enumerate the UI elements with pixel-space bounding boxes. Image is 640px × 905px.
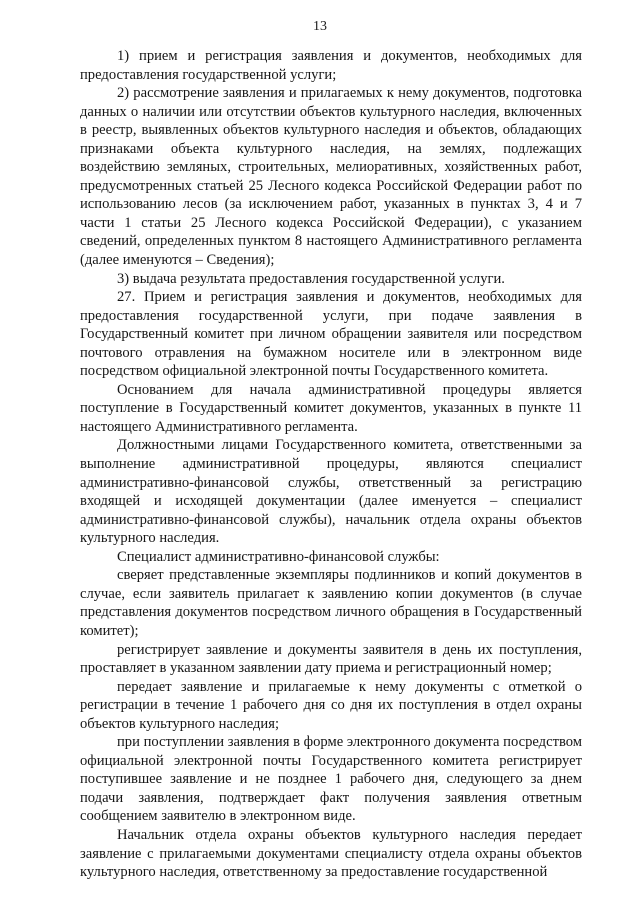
paragraph-verifies-copies: сверяет представленные экземпляры подлинников и копий документов в случае, если заявитель прилагает к заявлению копии документов (в случае представления документов посредством личного обращения в Государственный комитет);: [80, 567, 582, 639]
document-body: [80, 47, 582, 882]
paragraph-item-3: 3) выдача результата предоставления государственной услуги.: [117, 270, 505, 287]
paragraph-specialist-heading: Специалист административно-финансовой службы:: [117, 548, 440, 565]
paragraph-head-of-department: Начальник отдела охраны объектов культурного наследия передает заявление с прилагаемыми документами специалисту отдела охраны объектов культурного наследия, ответственному за предоставление государственной: [80, 826, 582, 881]
page-number: 13: [313, 19, 327, 34]
paragraph-transfers: передает заявление и прилагаемые к нему документы с отметкой о регистрации в течение 1 рабочего дня со дня их поступления в отдел охраны объектов культурного наследия;: [80, 678, 582, 732]
paragraph-basis: Основанием для начала административной процедуры является поступление в Государственный комитет документов, указанных в пункте 11 настоящего Административного регламента.: [80, 381, 582, 435]
paragraph-electronic-receipt: при поступлении заявления в форме электронного документа посредством официальной электронной почты Государственного комитета регистрирует поступившее заявление и не позднее 1 рабочего дня, следующего за днем подачи заявления, подтверждает факт получения заявления ответным сообщением заявителю в электронном виде.: [80, 734, 582, 825]
paragraph-responsible-officials: Должностными лицами Государственного комитета, ответственными за выполнение административной процедуры, являются специалист административно-финансовой службы, ответственный за регистрацию входящей и исходящей документации (далее именуется – специалист административно-финансовой службы), начальник отдела охраны объектов культурного наследия.: [80, 437, 582, 547]
paragraph-27: 27. Прием и регистрация заявления и документов, необходимых для предоставления государственной услуги, при подаче заявления в Государственный комитет при личном обращении заявителя или посредством почтового отравления на бумажном носителе или в электронном виде посредством официальной электронной почты Государственного комитета.: [80, 289, 582, 380]
paragraph-registers: регистрирует заявление и документы заявителя в день их поступления, проставляет в указанном заявлении дату приема и регистрационный номер;: [80, 641, 582, 677]
paragraph-item-1: 1) прием и регистрация заявления и документов, необходимых для предоставления государственной услуги;: [80, 48, 582, 83]
paragraph-item-2: 2) рассмотрение заявления и прилагаемых к нему документов, подготовка данных о наличии или отсутствии объектов культурного наследия, включенных в реестр, выявленных объектов культурного наследия и объектов, обладающих признаками объекта культурного наследия, на землях, подлежащих воздействию земляных, строительных, мелиоративных, хозяйственных работ, предусмотренных статьей 25 Лесного кодекса Российской Федерации работ по использованию лесов (за исключением работ, указанных в пунктах 3, 4 и 7 части 1 статьи 25 Лесного кодекса Российской Федерации), с указанием сведений, определенных пунктом 8 настоящего Административного регламента (далее именуются – Сведения);: [80, 85, 582, 269]
